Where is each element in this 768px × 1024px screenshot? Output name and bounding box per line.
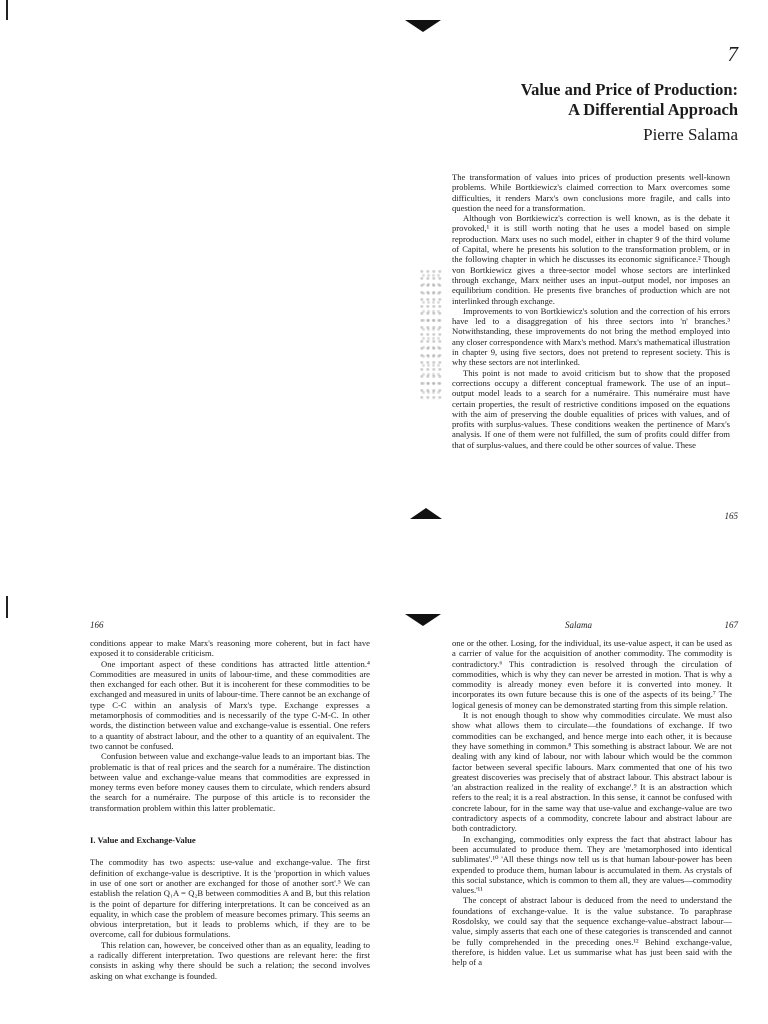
paragraph: The concept of abstract labour is deduced from the need to understand the foundations of exchange-value. It is the value substance. To paraphrase Rosdolsky, we could say that the sequence exchange-value–abstract labour—value, simply asserts that each one of these categories is transcended and cannot be fully comprehended in the preceding ones.¹² Behind exchange-value, therefore, is hidden value. Let us summarise what has just been said with the help of a: [452, 895, 732, 968]
chapter-title-line: Value and Price of Production:: [520, 80, 738, 99]
chapter-number: 7: [727, 42, 738, 66]
chapter-title: [418, 80, 738, 120]
running-head: Salama: [565, 620, 592, 630]
paragraph: One important aspect of these conditions has attracted little attention.⁴ Commodities are measured in units of labour-time, and these commodities are then exchanged for each other. But it is incoherent for these commodities to be exchanged and measured in units of labour-time. There cannot be an exchange of type C-C within an analysis of Marx's type. Exchange expresses a metamorphosis of commodities and is necessarily of the type C-M-C. In other words, the distinction between value and exchange-value is essential. One refers to a quantity of abstract labour, and the other to a quantity of an equivalent. The two cannot be confused.: [90, 658, 370, 751]
paragraph: conditions appear to make Marx's reasoning more coherent, but in fact have exposed it to considerable criticism.: [90, 638, 370, 659]
paragraph: In exchanging, commodities only express the fact that abstract labour has been accumulated to produce them. They are 'metamorphosed into identical sublimates'.¹⁰ 'All these things now tell us is that human labour-power has been expended to produce them, human labour is accumulated in them. As crystals of this social substance, which is common to them all, they are values—commodity values.'¹¹: [452, 833, 732, 896]
registration-mark: [410, 508, 442, 519]
registration-mark: [405, 20, 441, 32]
right-page-body: [452, 638, 732, 1024]
scan-edge-mark: [6, 0, 8, 20]
paragraph: Confusion between value and exchange-value leads to an important bias. The problematic is that of real prices and the search for a numéraire. The distinction between value and exchange-value means that commodities are expressed in money terms even before money causes them to circulate, which renders absurd the search for a numéraire. The purpose of this article is to reconsider the transformation problem within this latter problematic.: [90, 751, 370, 813]
chapter-title-line: A Differential Approach: [568, 100, 738, 119]
registration-mark: [405, 614, 441, 626]
scan-speckle: [420, 270, 442, 400]
left-page-body: [90, 638, 370, 1024]
paragraph: one or the other. Losing, for the individual, its use-value aspect, it can be used as a carrier of value for the acquisition of another commodity. The commodity is contradictory.⁶ This contradiction is resolved through the circulation of commodities, which is why they can never be arrested in motion. That is why a commodity is already money even before it is converted into money. It incorporates its own future because this is one of the aspects of its being.⁷ The logical genesis of money can be demonstrated starting from this simple relation.: [452, 638, 732, 710]
paragraph: This relation can, however, be conceived other than as an equality, leading to a radically different interpretation. Two questions are relevant here: the first consists in asking why there should be such a relation; the second involves asking on what exchange is founded.: [90, 939, 370, 981]
scan-edge-mark: [6, 596, 8, 618]
paragraph: This point is not made to avoid criticism but to show that the proposed corrections occupy a different conceptual framework. The use of an input–output model leads to a search for a numéraire. This numéraire must have certain properties, the result of restrictive conditions imposed on the equations with the aim of preserving the double equalities of prices with values, and of profits with surplus-values. These conditions weaken the pertinence of Marx's analysis. If one of them were not fulfilled, the sum of profits could differ from that of surplus-values, and there could be other sources of value. These: [452, 367, 730, 450]
paragraph: It is not enough though to show why commodities circulate. We must also show what allows them to circulate—the foundations of exchange. If two commodities can be exchanged, and hence merge into each other, it is because they have something in common.⁸ This something is abstract labour. We are not dealing with any kind of labour, nor with labour which would be the common factor between several specific labours. Marx commented that one of his two greatest discoveries was precisely that of abstract labour. This abstract labour is 'an abstraction realized in the reality of exchange'.⁹ It is an abstraction which refers to the real; it is a real abstraction. In this sense, it cannot be confused with concrete labour, for in the same way that use-value and exchange-value are two contradictory aspects of a commodity, concrete labour and abstract labour are both contradictory.: [452, 710, 732, 834]
section-heading: I. Value and Exchange-Value: [90, 835, 196, 846]
paragraph: The transformation of values into prices of production presents well-known problems. While Bortkiewicz's claimed correction to Marx overcomes some difficulties, it renders Marx's own conclusions more fragile, and calls into question the need for a transformation.: [452, 172, 730, 213]
paragraph: The commodity has two aspects: use-value and exchange-value. The first definition of exchange-value is descriptive. It is the 'proportion in which values in use of one sort or another are exchanged for those of another sort'.⁵ We can establish the relation Q₁A = Q₂B between commodities A and B, but this relation is the point of departure for differing interpretations. It can be conceived as an equality, in which case the problem of measure becomes primary. This seems an obvious interpretation, but it leads to problems which, if they are to be overcome, call for dubious formulations.: [90, 857, 370, 940]
author-name: Pierre Salama: [643, 125, 738, 144]
paragraph: Although von Bortkiewicz's correction is well known, as is the debate it provoked,¹ it is still worth noting that he uses a model based on simple reproduction. Marx uses no such model, either in chapter 9 of the third volume of Capital, where he presents his solution to the transformation problem, or in the following chapter in which he discusses its economic significance.² Though von Bortkiewicz gives a three-sector model whose sectors are interlinked through exchange, Marx neither uses an input–output model, nor imposes an equilibrium condition. He presents five branches of production which are not interlinked through exchange.: [452, 213, 730, 306]
paragraph: Improvements to von Bortkiewicz's solution and the correction of his errors have led to a disaggregation of his three sectors into 'n' branches.³ Notwithstanding, these improvements do not bring the method employed into any closer correspondence with Marx's method. Marx's mathematical illustration in chapter 9, using five sectors, does not pretend to represent society. This is why these sectors are not interlinked.: [452, 305, 730, 368]
page-number: 166: [90, 620, 104, 630]
page-number: 165: [724, 511, 738, 521]
top-page-body: [452, 172, 730, 502]
page-number: 167: [724, 620, 738, 630]
